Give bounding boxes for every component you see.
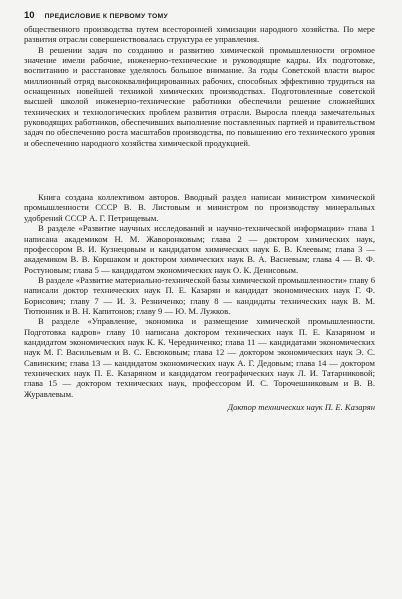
paragraph: В решении задач по созданию и развитию химической промышленности огромное значение имели рабочие, инженерно-технические и руководящие кадры. Их подготовке, воспитанию и расстановке уделялось большое внимание. За годы Советской власти вырос миллионный отряд высококвалифицированных рабочих, способных эффективно трудиться на оснащенных новейшей техникой химических производствах. Подготовленные советской высшей школой инженерно-технические работники обеспечили решение сложнейших технических и технологических проблем развития отрасли. Выросла плеяда замечательных руководящих работников, обеспечивших выполнение поставленных партией и правительством задач по обеспечению роста масштабов производства, по повышению его технического уровня и обеспечению народного хозяйства химической продукцией. <box>24 44 375 148</box>
paragraph: В разделе «Развитие материально-технической базы химической промышленности» главу 6 написали доктор технических наук П. Е. Казарян и кандидат экономических наук Г. Ф. Борисович; главу 7 — И. З. Резниченко; главу 8 — кандидаты технических наук В. М. Тютюнник и В. Н. Капитонов; главу 9 — Ю. М. Лужков. <box>24 274 375 316</box>
section-break <box>24 148 375 192</box>
paragraph: В разделе «Развитие научных исследований и научно-технической информации» глава 1 написана академиком Н. М. Жаворонковым; глава 2 — доктором химических наук, профессором В. И. Кузнецовым и кандидатом химических наук Б. В. Клеевым; глава 3 — академиком В. В. Коршаком и доктором химических наук В. А. Васневым; глава 4 — В. Ф. Ростуновым; глава 5 — кандидатом экономических наук О. К. Денисовым. <box>24 223 375 275</box>
preface-body <box>24 24 375 399</box>
paragraph: Книга создана коллективом авторов. Вводный раздел написан министром химической промышленности СССР В. В. Листовым и министром по производству минеральных удобрений СССР А. Г. Петрищевым. <box>24 192 375 223</box>
paragraph: В разделе «Управление, экономика и размещение химической промышленности. Подготовка кадров» главу 10 написана доктором технических наук П. Е. Казаряном и кандидатом экономических наук К. К. Чередниченко; глава 11 — кандидатами экономических наук М. Г. Васильевым и В. С. Евсюковым; глава 12 — доктором экономических наук Э. С. Савинским; глава 13 — кандидатом экономических наук А. Г. Дедовым; глава 14 — доктором технических наук П. Е. Казаряном и кандидатом географических наук Л. И. Татарниковой; глава 15 — доктором технических наук, профессором И. С. Торочешниковым и В. В. Журавлевым. <box>24 316 375 399</box>
page-number: 10 <box>24 10 35 21</box>
author-signature: Доктор технических наук П. Е. Казарян <box>227 402 375 412</box>
paragraph: общественного производства путем всесторонней химизации народного хозяйства. По мере развития отрасли совершенствовалась структура ее управления. <box>24 24 375 45</box>
running-head-title: ПРЕДИСЛОВИЕ К ПЕРВОМУ ТОМУ <box>44 13 169 20</box>
running-head <box>24 10 375 24</box>
